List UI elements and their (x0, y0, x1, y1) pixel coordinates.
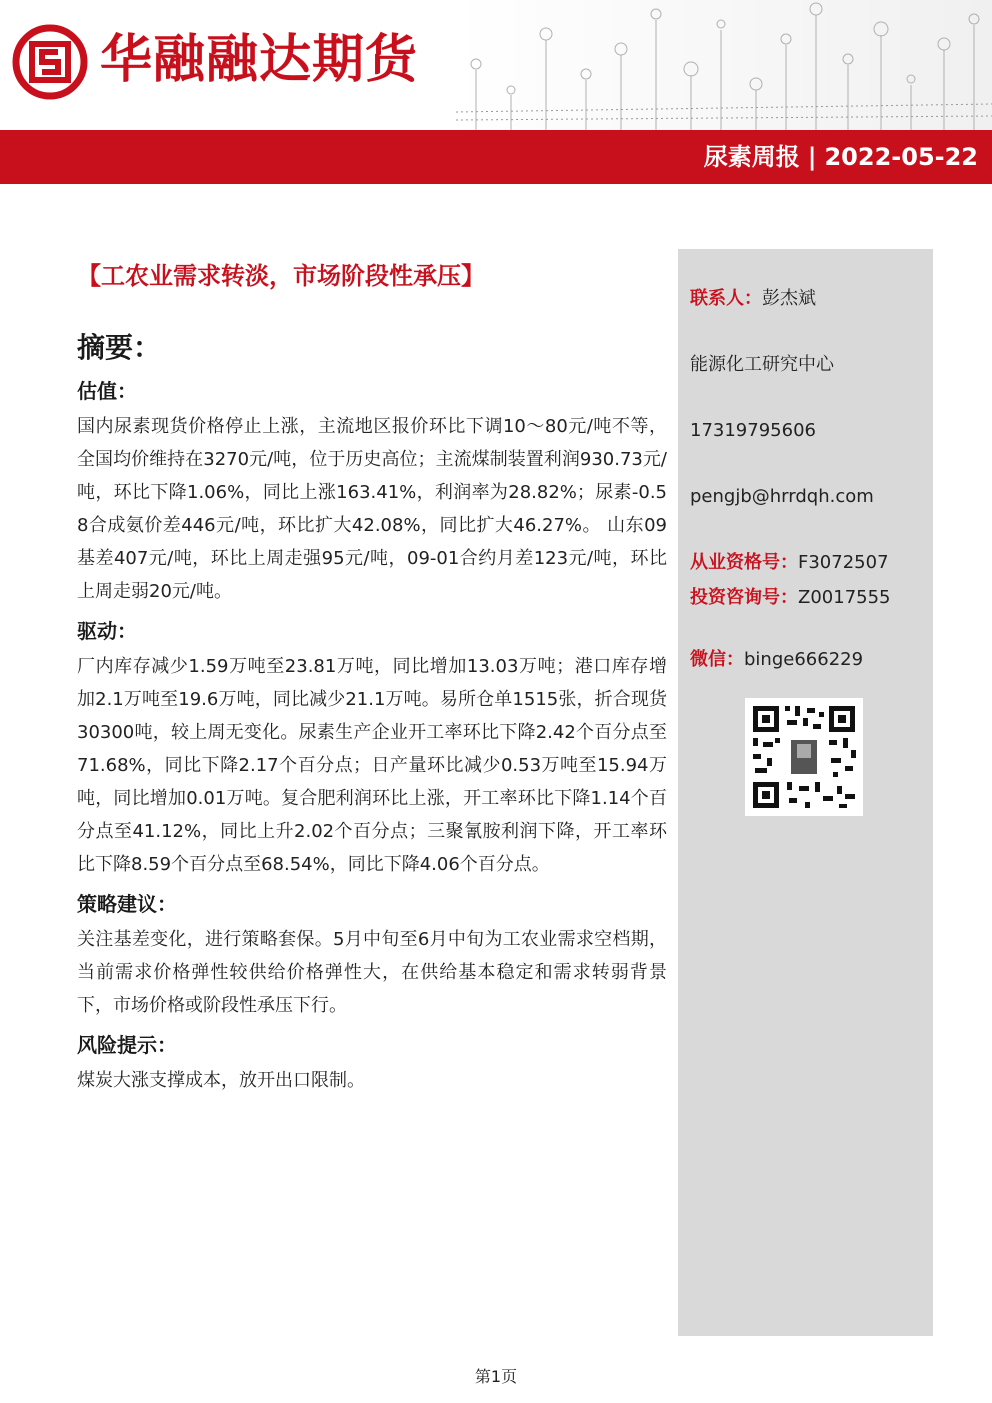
section-body-strategy: 关注基差变化，进行策略套保。5月中旬至6月中旬为工农业需求空档期，当前需求价格弹性较供给价格弹性大，在供给基本稳定和需求转弱背景下，市场价格或阶段性承压下行。 (77, 929, 667, 1016)
wechat-qr-code-icon (745, 698, 863, 816)
section-body-valuation: 国内尿素现货价格停止上涨，主流地区报价环比下调10～80元/吨不等，全国均价维持在3270元/吨，位于历史高位；主流煤制装置利润930.73元/吨，环比下降1.06%，同比上涨163.41%，利润率为28.82%；尿素-0.58合成氨价差446元/吨，环比扩大42.08%，同比扩大46.27%。 山东09基差407元/吨，环比上周走强95元/吨，09-01合约月差123元/吨，环比上周走弱20元/吨。 (77, 416, 667, 602)
report-tag (704, 136, 978, 178)
contact-sidebar (678, 249, 933, 1336)
section-heading-strategy: 策略建议： (77, 892, 177, 916)
page-number: 第1页 (474, 1367, 518, 1386)
contact-row (690, 286, 816, 312)
department: 能源化工研究中心 (690, 354, 834, 375)
report-headline: 【工农业需求转淡，市场阶段性承压】 (77, 262, 485, 290)
header-decoration (456, 0, 992, 130)
wechat-label: 微信： (690, 649, 744, 670)
consult-number: Z0017555 (798, 587, 891, 608)
brand-name: 华融融达期货 (100, 30, 419, 90)
report-date: 2022-05-22 (824, 143, 978, 171)
consult-row (690, 585, 891, 611)
qualification-label: 从业资格号： (690, 552, 798, 573)
wechat-id: binge666229 (744, 649, 864, 670)
section-body-drivers: 厂内库存减少1.59万吨至23.81万吨，同比增加13.03万吨；港口库存增加2.1万吨至19.6万吨，同比减少21.1万吨。易所仓单1515张，折合现货30300吨，较上周无变化。尿素生产企业开工率环比下降2.42个百分点至71.68%，同比下降2.17个百分点；日产量环比减少0.53万吨至15.94万吨，同比增加0.01万吨。复合肥利润环比上涨，开工率环比下降1.14个百分点至41.12%，同比上升2.02个百分点；三聚氰胺利润下降，开工率环比下降8.59个百分点至68.54%，同比下降4.06个百分点。 (77, 656, 667, 875)
tag-separator: | (807, 143, 817, 171)
qualification-row (690, 550, 889, 576)
abstract-title: 摘要： (77, 331, 162, 364)
section-body-risk: 煤炭大涨支撑成本，放开出口限制。 (77, 1070, 365, 1091)
contact-name: 彭杰斌 (762, 288, 816, 309)
qualification-number: F3072507 (798, 552, 889, 573)
article-body (77, 256, 667, 1097)
wechat-row (690, 647, 863, 673)
contact-label: 联系人： (690, 288, 762, 309)
consult-label: 投资咨询号： (690, 587, 798, 608)
section-heading-valuation: 估值： (77, 379, 137, 403)
phone-number: 17319795606 (690, 420, 816, 441)
report-type: 尿素周报 (703, 143, 800, 171)
report-header (0, 0, 992, 186)
company-logo-icon (12, 24, 88, 100)
section-heading-drivers: 驱动： (77, 619, 137, 643)
email-address[interactable]: pengjb@hrrdqh.com (690, 486, 874, 507)
section-heading-risk: 风险提示： (77, 1033, 177, 1057)
